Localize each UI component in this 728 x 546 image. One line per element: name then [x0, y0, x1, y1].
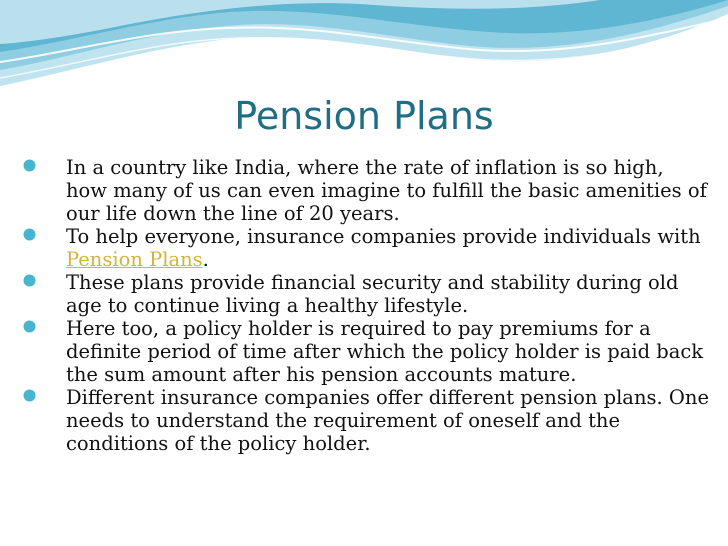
bullet-circle-icon: [23, 274, 36, 287]
pension-plans-link[interactable]: Pension Plans: [66, 248, 203, 271]
bullet-text: To help everyone, insurance companies provide individuals with: [66, 225, 701, 248]
bullet-circle-icon: [23, 389, 36, 402]
bullet-list: [20, 156, 710, 455]
bullet-item: [20, 156, 710, 225]
bullet-circle-icon: [23, 228, 36, 241]
bullet-item: [20, 386, 710, 455]
bullet-text: These plans provide financial security and stability during old age to continue living a healthy lifestyle.: [66, 271, 679, 317]
bullet-text: Different insurance companies offer different pension plans. One needs to understand the requirement of oneself and the conditions of the policy holder.: [66, 386, 709, 455]
bullet-text: In a country like India, where the rate of inflation is so high, how many of us can even imagine to fulfill the basic amenities of our life down the line of 20 years.: [66, 156, 707, 225]
bullet-item: [20, 271, 710, 317]
bullet-circle-icon: [23, 320, 36, 333]
bullet-item: [20, 317, 710, 386]
bullet-text-end: .: [202, 248, 209, 271]
bullet-text: Here too, a policy holder is required to pay premiums for a definite period of time after which the policy holder is paid back the sum amount after his pension accounts mature.: [66, 317, 704, 386]
header-wave-decoration: [0, 0, 728, 100]
bullet-item: [20, 225, 710, 271]
bullet-circle-icon: [23, 159, 36, 172]
slide-title: Pension Plans: [234, 94, 494, 138]
